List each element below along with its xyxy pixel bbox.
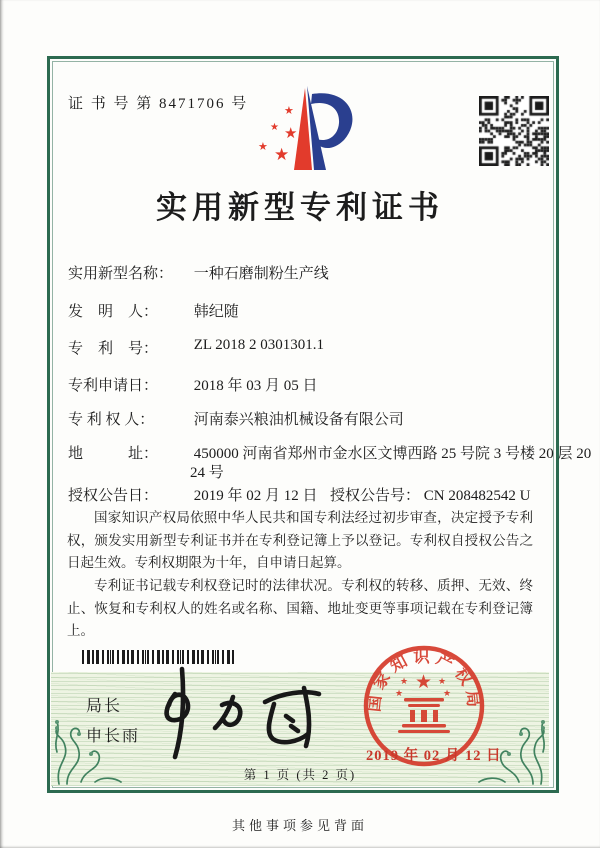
star-icon: ★ [284, 105, 294, 117]
field-label: 地 址： [68, 446, 159, 462]
legal-paragraphs [67, 507, 533, 643]
star-icon: ★ [274, 145, 290, 164]
field-grant-no [330, 484, 530, 505]
field-value: 2018 年 03 月 05 日 [193, 378, 318, 394]
qr-code [479, 96, 549, 166]
svg-text:★: ★ [395, 688, 404, 698]
field-value: 450000 河南省郑州市金水区文博西路 25 号院 3 号楼 20 层 20 [193, 446, 592, 462]
field-label: 授权公告号： [330, 488, 421, 504]
field-label: 专利申请日： [68, 378, 159, 394]
national-emblem-icon [395, 672, 451, 733]
star-icon: ★ [270, 122, 279, 133]
field-row-address [68, 442, 592, 481]
seal-date: 2019 年 02 月 12 日 [366, 748, 502, 764]
field-value: CN 208482542 U [423, 488, 531, 504]
star-icon: ★ [284, 126, 298, 142]
svg-text:★: ★ [400, 676, 409, 686]
field-row-inventor [68, 300, 534, 321]
field-row-patent-no [68, 337, 534, 358]
svg-text:★: ★ [438, 676, 447, 686]
back-note: 其他事项参见背面 [231, 818, 368, 833]
field-value: 2019 年 02 月 12 日 [193, 488, 318, 504]
field-value: 一种石磨制粉生产线 [193, 266, 329, 282]
director-name: 申长雨 [86, 728, 141, 745]
director-title: 局长 [86, 698, 123, 715]
certificate-title: 实用新型专利证书 [156, 190, 444, 225]
field-label: 实用新型名称： [68, 266, 174, 282]
field-label: 发 明 人： [68, 304, 159, 320]
svg-text:★: ★ [443, 688, 452, 698]
cnipa-patent-logo-icon [248, 80, 372, 178]
field-row-patentee [68, 408, 534, 429]
field-row-grant [68, 484, 534, 505]
director-signature [145, 664, 355, 764]
field-label: 专 利 号： [68, 341, 159, 357]
field-row-filing-date [68, 374, 534, 395]
field-value: 韩纪随 [193, 304, 239, 320]
paragraph: 国家知识产权局依照中华人民共和国专利法经过初步审查，决定授予专利权，颁发实用新型专利证书并在专利登记簿上予以登记。专利权自授权公告之日起生效。专利权期限为十年，自申请日起算。 [67, 510, 533, 571]
field-value-line2: 24 号 [190, 465, 224, 481]
field-label: 授权公告日： [68, 488, 159, 504]
certificate-number: 证 书 号 第 8471706 号 [68, 96, 249, 112]
field-label: 专 利 权 人： [68, 412, 155, 428]
page-number: 第 1 页 (共 2 页) [243, 768, 357, 782]
field-row-name [68, 262, 534, 283]
barcode [82, 650, 235, 664]
seal-text: 国家知识产权局 [364, 647, 484, 713]
svg-text:★: ★ [415, 672, 433, 693]
field-value: ZL 2018 2 0301301.1 [193, 337, 325, 353]
field-value: 河南泰兴粮油机械设备有限公司 [193, 412, 404, 428]
paragraph: 专利证书记载专利权登记时的法律状况。专利权的转移、质押、无效、终止、恢复和专利权人的姓名或名称、国籍、地址变更等事项记载在专利登记簿上。 [67, 578, 533, 639]
star-icon: ★ [258, 141, 268, 153]
